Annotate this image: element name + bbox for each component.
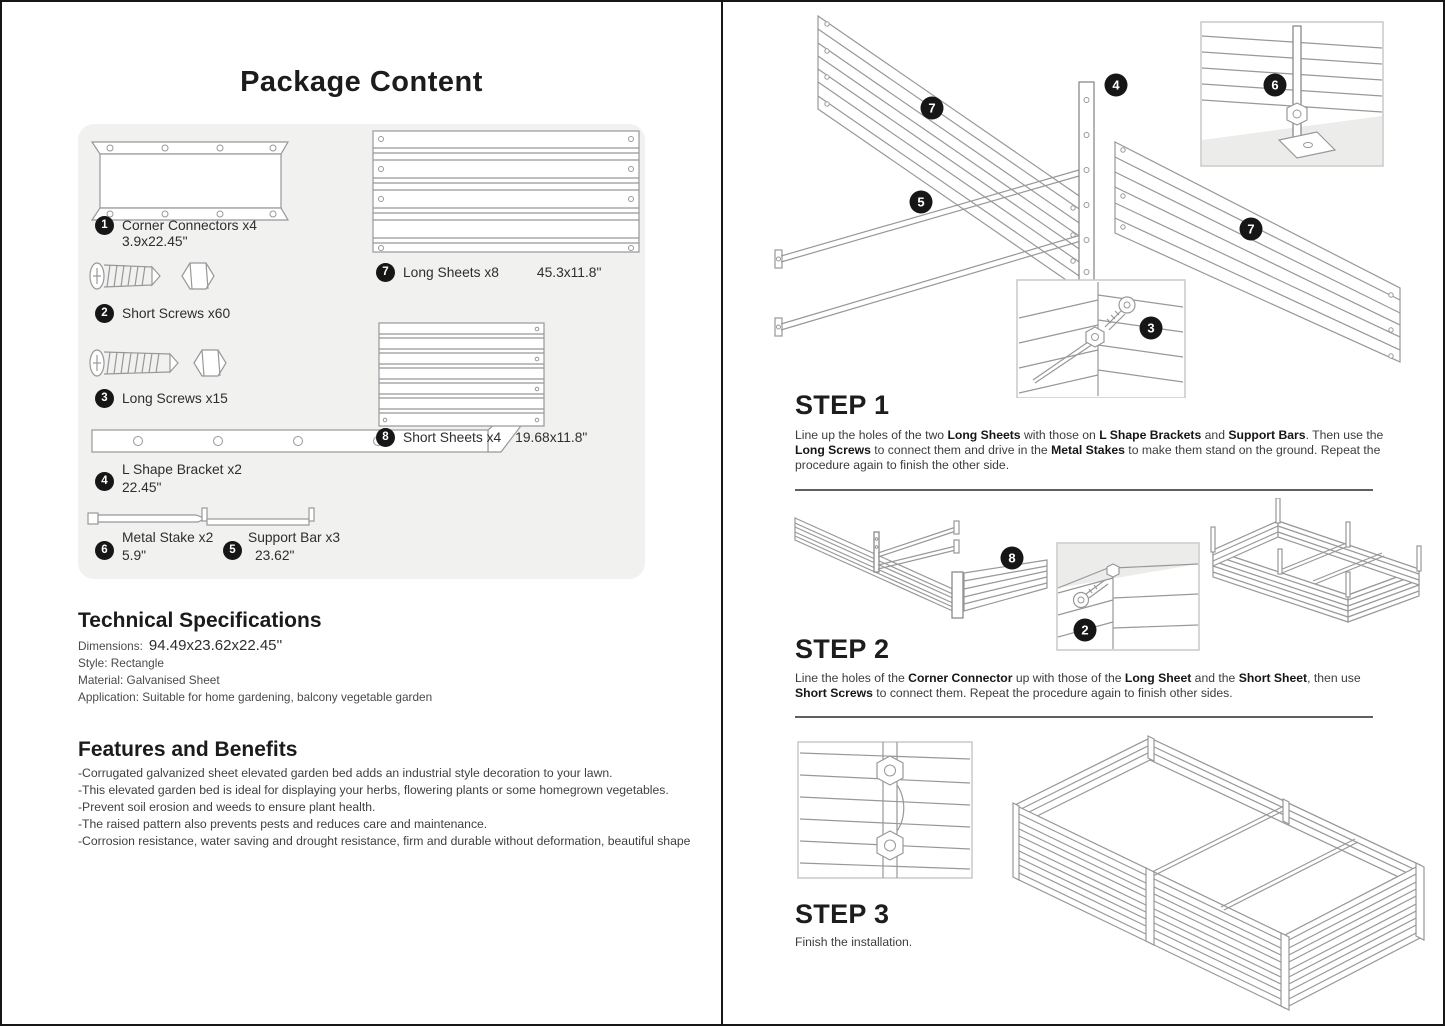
badge-long-screw (1140, 317, 1163, 340)
features-heading: Features and Benefits (78, 738, 298, 761)
item-label: Long Screws x15 (122, 391, 228, 406)
item-dim: 5.9" (122, 548, 147, 563)
specs-style: Style: Rectangle (78, 656, 164, 670)
item-badge: 8 (376, 428, 395, 447)
corner-connector-drawing (88, 134, 293, 229)
item-label: L Shape Bracket x2 (122, 462, 242, 477)
separator (795, 716, 1373, 718)
item-label: Short Sheets x4 (403, 430, 502, 445)
item-badge: 4 (95, 472, 114, 491)
long-screw-drawing (86, 342, 246, 384)
metal-stake-drawing (86, 508, 208, 528)
screw-detail-inset (1017, 280, 1185, 398)
badge-short-screw (1074, 619, 1097, 642)
svg-text:5: 5 (917, 194, 925, 210)
item-label: Support Bar x3 (248, 530, 341, 545)
svg-text:4: 4 (1112, 77, 1120, 93)
specs-application: Application: Suitable for home gardening, balcony vegetable garden (78, 690, 433, 704)
item-short-sheets (376, 428, 587, 447)
step3-heading: STEP 3 (795, 899, 890, 929)
bolt-detail-inset (798, 742, 972, 878)
short-sheets-drawing (378, 322, 545, 428)
support-bar-drawing (200, 506, 318, 528)
feature-bullet: -The raised pattern also prevents pests and reduces care and maintenance. (78, 817, 488, 831)
short-screw-drawing (86, 256, 236, 296)
item-dim: 22.45" (122, 480, 162, 495)
item-long-sheets (376, 263, 601, 282)
item-label: Metal Stake x2 (122, 530, 214, 545)
step2-diagram (723, 498, 1445, 656)
step3-text: Finish the installation. (795, 935, 913, 949)
step2-text: Line the holes of the Corner Connector up with those of the Long Sheet and the Short Sheet, then use Short Screws to connect them. Repeat the procedure again to finish other sides. (795, 671, 1361, 700)
badge-metal-stake (1264, 74, 1287, 97)
step1-heading: STEP 1 (795, 390, 890, 420)
item-dim: 23.62" (255, 548, 295, 563)
item-dim: 19.68x11.8" (515, 430, 588, 445)
step2-heading: STEP 2 (795, 634, 890, 664)
item-badge: 1 (95, 216, 114, 235)
specs-dimensions (78, 637, 282, 654)
dimensions-value: 94.49x23.62x22.45'' (148, 637, 283, 654)
item-badge: 6 (95, 541, 114, 560)
svg-text:8: 8 (1008, 550, 1016, 566)
feature-bullet: -This elevated garden bed is ideal for displaying your herbs, flowering plants or some homegrown vegetables. (78, 783, 669, 797)
item-label: Long Sheets x8 (403, 265, 499, 280)
column-divider (721, 0, 723, 1026)
specs-heading: Technical Specifications (78, 609, 322, 632)
feature-bullet: -Corrosion resistance, water saving and drought resistance, firm and durable without deformation, beautiful shape (78, 834, 691, 848)
feature-bullet: -Corrugated galvanized sheet elevated garden bed adds an industrial style decoration to your lawn. (78, 766, 613, 780)
svg-text:2: 2 (1081, 622, 1089, 638)
item-badge: 5 (223, 541, 242, 560)
badge-long-sheet-left (921, 97, 944, 120)
item-dim: 3.9x22.45" (122, 234, 188, 249)
item-badge: 3 (95, 389, 114, 408)
item-support-bar-badge-wrap (223, 540, 242, 560)
svg-text:7: 7 (1247, 221, 1255, 237)
stake-detail-inset (1201, 22, 1383, 166)
badge-support-bar (910, 191, 933, 214)
item-short-screws (95, 304, 230, 323)
step1-text: Line up the holes of the two Long Sheets with those on L Shape Brackets and Support Bars. Then use the Long Screws to connect them and drive in the Metal Stakes to make them stand on the ground. Repeat the procedure again to finish the other side. (795, 428, 1384, 472)
package-content-panel (78, 124, 645, 579)
finished-bed (1013, 736, 1424, 1010)
item-dim: 45.3x11.8" (536, 265, 602, 280)
badge-l-bracket (1105, 74, 1128, 97)
long-sheets-drawing (372, 130, 640, 254)
svg-text:7: 7 (928, 100, 936, 116)
badge-long-sheet-right (1240, 218, 1263, 241)
specs-material: Material: Galvanised Sheet (78, 673, 220, 687)
page-title: Package Content (240, 66, 483, 98)
item-label: Short Screws x60 (122, 306, 231, 321)
step1-diagram (723, 0, 1445, 398)
svg-text:3: 3 (1147, 320, 1155, 336)
dimensions-label: Dimensions: (78, 639, 143, 653)
item-badge: 2 (95, 304, 114, 323)
item-label: Corner Connectors x4 (122, 218, 257, 233)
separator (795, 489, 1373, 491)
item-badge: 7 (376, 263, 395, 282)
complete-frame (1211, 498, 1421, 622)
item-l-bracket-badge-wrap (95, 471, 114, 491)
feature-bullet: -Prevent soil erosion and weeds to ensure plant health. (78, 800, 376, 814)
instructions-column (723, 0, 1445, 1026)
badge-short-sheet (1001, 547, 1024, 570)
svg-text:6: 6 (1271, 77, 1279, 93)
item-corner-connectors (95, 216, 257, 235)
item-metal-stake-badge-wrap (95, 540, 114, 560)
step3-diagram (723, 723, 1445, 1023)
